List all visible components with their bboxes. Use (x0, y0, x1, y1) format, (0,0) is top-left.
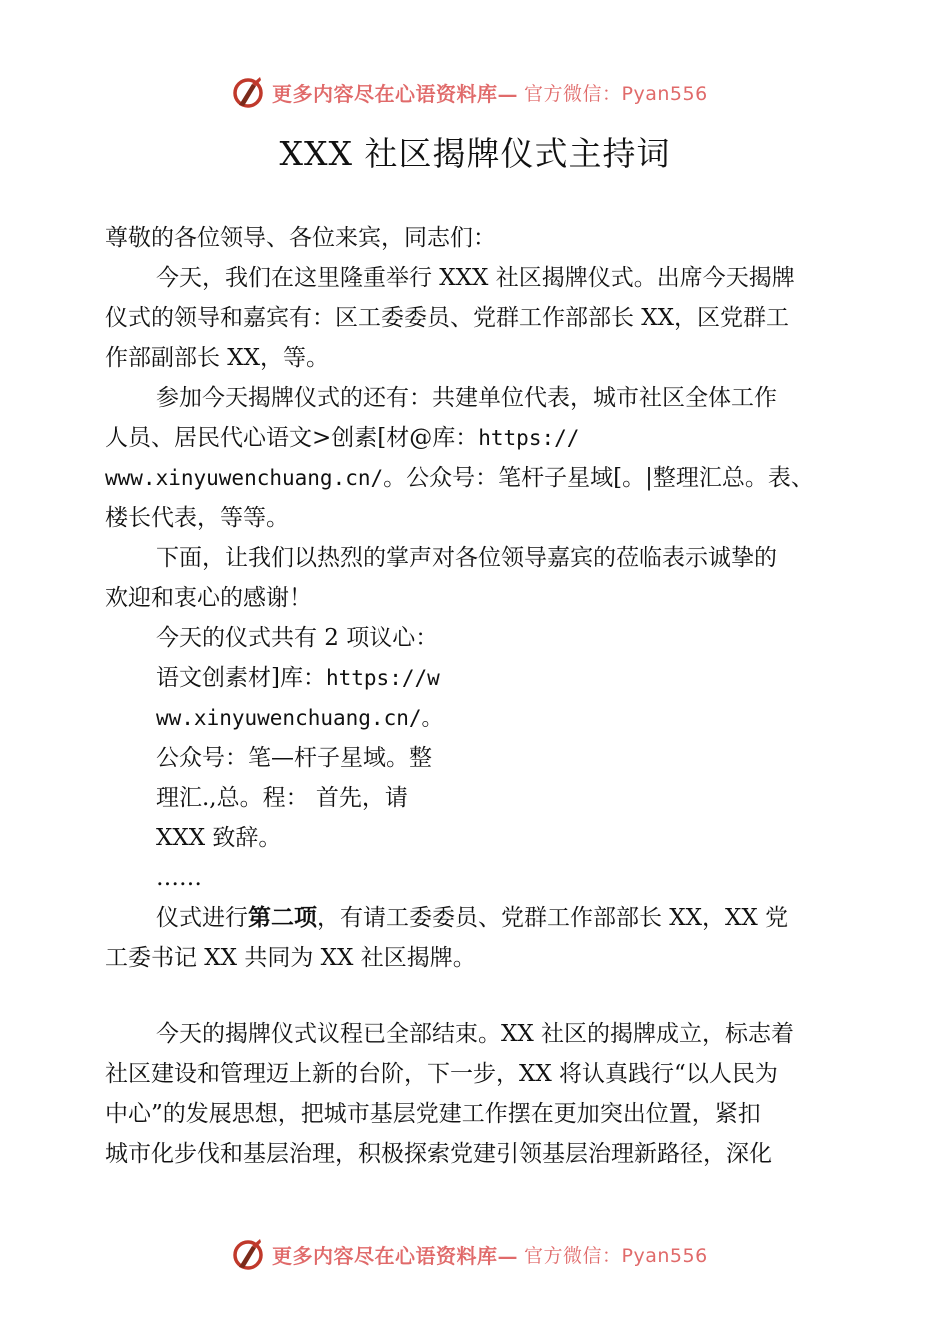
agenda-line: 公众号：笔—杆子星域。整 (156, 745, 432, 771)
banner-text: 更多内容尽在心语资料库— (272, 1243, 518, 1268)
paragraph-text: 语文创素材]库： (156, 665, 326, 691)
url-text: www.xinyuwenchuang.cn/ (105, 466, 384, 490)
paragraph-line: 欢迎和衷心的感谢！ (105, 585, 312, 611)
paragraph-line: 城市化步伐和基层治理，积极探索党建引领基层治理新路径，深化 (105, 1141, 772, 1167)
salutation: 尊敬的各位领导、各位来宾，同志们： (105, 225, 496, 251)
brush-logo-icon (230, 74, 266, 110)
paragraph-text: 。公众号：笔杆子星域[。|整理汇总。表、 (383, 465, 814, 491)
paragraph-line: 参加今天揭牌仪式的还有：共建单位代表，城市社区全体工作 (156, 385, 777, 411)
paragraph-line: 仪式的领导和嘉宾有：区工委委员、党群工作部部长 XX，区党群工 (105, 305, 790, 331)
paragraph-line (105, 898, 865, 938)
paragraph-spacer (105, 978, 865, 1014)
paragraph-line: 今天的揭牌仪式议程已全部结束。XX 社区的揭牌成立，标志着 (156, 1021, 795, 1047)
brush-logo-icon (230, 1236, 266, 1272)
agenda-line: 理汇.,总。程： 首先，请 (156, 785, 408, 811)
agenda-line: XXX 致辞。 (156, 825, 282, 851)
paragraph-line: 今天，我们在这里隆重举行 XXX 社区揭牌仪式。出席今天揭牌 (156, 265, 795, 291)
paragraph-line: 中心”的发展思想，把城市基层党建工作摆在更加突出位置，紧扣 (105, 1101, 761, 1127)
banner-text: 更多内容尽在心语资料库— (272, 81, 518, 106)
header-banner (0, 72, 950, 112)
paragraph-line: 作部副部长 XX，等。 (105, 345, 330, 371)
paragraph-line: 社区建设和管理迈上新的台阶，下一步，XX 将认真践行“以人民为 (105, 1061, 778, 1087)
paragraph-line: 楼长代表，等等。 (105, 505, 289, 531)
agenda-line (105, 658, 865, 698)
footer-banner (0, 1234, 950, 1274)
agenda-intro: 今天的仪式共有 2 项议心： (156, 625, 439, 651)
paragraph-text: 仪式进行 (156, 905, 248, 931)
url-text: https://w (325, 666, 440, 690)
document-body (105, 218, 865, 1174)
paragraph-text: ，有请工委委员、党群工作部部长 XX，XX 党 (317, 905, 789, 931)
paragraph-text: 人员、居民代心语文>创素[材@库： (105, 425, 479, 451)
banner-wechat: 官方微信：Pyan556 (524, 1244, 708, 1267)
paragraph-line: 下面，让我们以热烈的掌声对各位领导嘉宾的莅临表示诚挚的 (156, 545, 777, 571)
bold-text: 第二项 (248, 904, 317, 931)
paragraph-line (105, 418, 865, 458)
url-text: https:// (478, 426, 580, 450)
url-line: ww.xinyuwenchuang.cn/。 (156, 706, 443, 730)
banner-wechat: 官方微信：Pyan556 (524, 82, 708, 105)
ellipsis-line: …… (156, 865, 202, 891)
document-title: XXX 社区揭牌仪式主持词 (279, 134, 671, 173)
paragraph-line: 工委书记 XX 共同为 XX 社区揭牌。 (105, 945, 476, 971)
paragraph-line (105, 458, 865, 498)
